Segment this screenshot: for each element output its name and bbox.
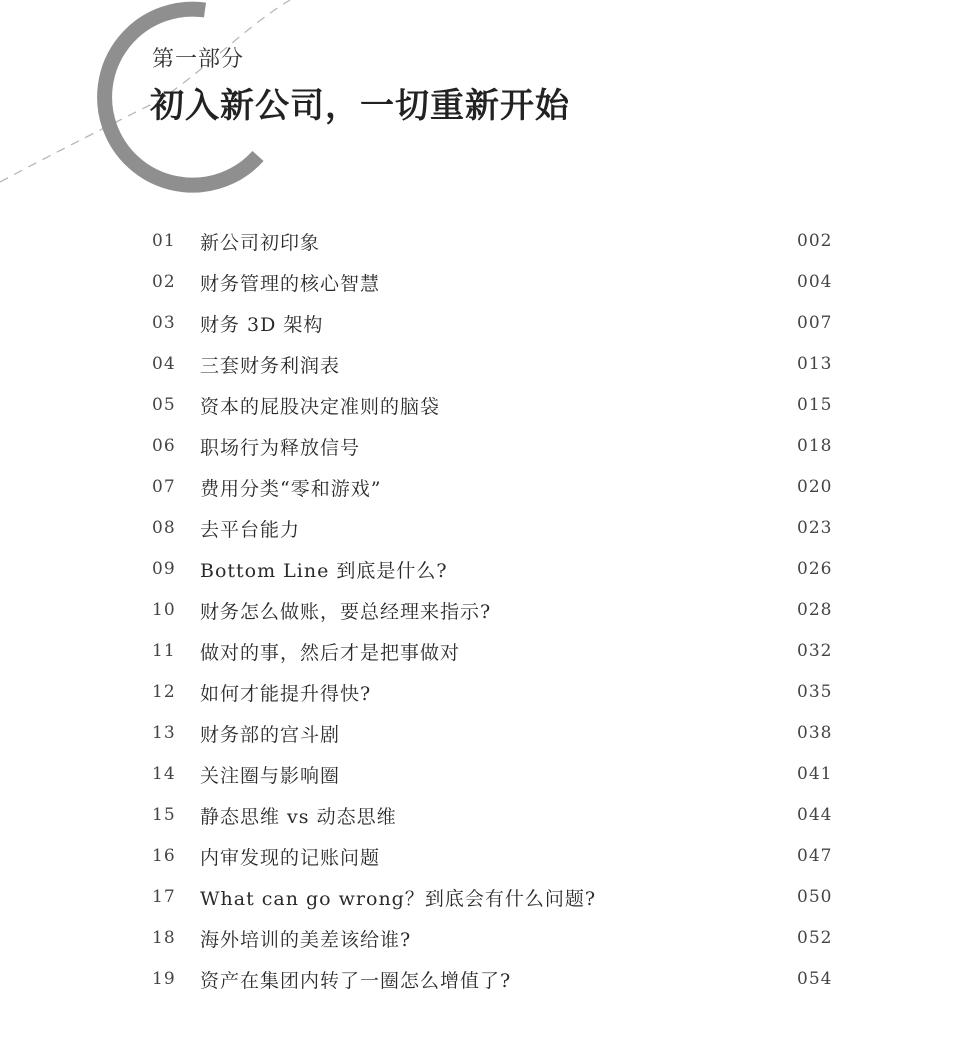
toc-entry-number: 01 xyxy=(152,231,176,251)
toc-entry-number: 15 xyxy=(152,805,176,825)
toc-entry-title: Bottom Line 到底是什么? xyxy=(200,560,448,582)
toc-entry-page: 026 xyxy=(797,559,833,579)
toc-entry[interactable] xyxy=(0,427,957,468)
toc-entry-page: 004 xyxy=(797,272,833,292)
toc-entry[interactable] xyxy=(0,304,957,345)
toc-entry-page: 007 xyxy=(797,313,833,333)
toc-entry-number: 19 xyxy=(152,969,176,989)
toc-entry-page: 052 xyxy=(797,928,833,948)
toc-entry-page: 018 xyxy=(797,436,833,456)
toc-entry-title: 三套财务利润表 xyxy=(200,355,341,377)
toc-entry[interactable] xyxy=(0,960,957,1001)
toc-entry-page: 047 xyxy=(797,846,833,866)
toc-entry-number: 10 xyxy=(152,600,176,620)
toc-entry-title: 资产在集团内转了一圈怎么增值了? xyxy=(200,970,512,992)
toc-entry-page: 041 xyxy=(797,764,833,784)
toc-entry-number: 16 xyxy=(152,846,176,866)
toc-entry-page: 015 xyxy=(797,395,833,415)
toc-entry[interactable] xyxy=(0,878,957,919)
toc-entry[interactable] xyxy=(0,591,957,632)
toc-entry[interactable] xyxy=(0,796,957,837)
toc-entry[interactable] xyxy=(0,386,957,427)
part-label: 第一部分 xyxy=(152,47,245,72)
toc-entry-page: 002 xyxy=(797,231,833,251)
toc-entry-number: 08 xyxy=(152,518,176,538)
toc-entry-title: 财务部的宫斗剧 xyxy=(200,724,341,746)
toc-entry-title: 财务怎么做账，要总经理来指示? xyxy=(200,601,492,623)
toc-entry[interactable] xyxy=(0,755,957,796)
toc-entry-number: 12 xyxy=(152,682,176,702)
toc-entry[interactable] xyxy=(0,550,957,591)
toc-entry[interactable] xyxy=(0,468,957,509)
table-of-contents xyxy=(0,222,957,1001)
toc-entry-page: 054 xyxy=(797,969,833,989)
toc-entry-page: 020 xyxy=(797,477,833,497)
toc-entry-title: 资本的屁股决定准则的脑袋 xyxy=(200,396,441,418)
toc-entry[interactable] xyxy=(0,673,957,714)
toc-entry-title: 关注圈与影响圈 xyxy=(200,765,341,787)
toc-entry-page: 028 xyxy=(797,600,833,620)
toc-entry-number: 18 xyxy=(152,928,176,948)
toc-entry-title: 财务管理的核心智慧 xyxy=(200,273,381,295)
toc-entry[interactable] xyxy=(0,837,957,878)
toc-entry-number: 09 xyxy=(152,559,176,579)
toc-entry[interactable] xyxy=(0,919,957,960)
toc-entry-number: 07 xyxy=(152,477,176,497)
toc-entry-page: 032 xyxy=(797,641,833,661)
toc-entry[interactable] xyxy=(0,222,957,263)
toc-entry-title: 去平台能力 xyxy=(200,519,301,541)
toc-entry-page: 013 xyxy=(797,354,833,374)
toc-entry-page: 023 xyxy=(797,518,833,538)
toc-entry-title: 新公司初印象 xyxy=(200,232,321,254)
toc-entry-number: 06 xyxy=(152,436,176,456)
toc-entry-title: What can go wrong？到底会有什么问题? xyxy=(200,888,597,910)
toc-entry-number: 13 xyxy=(152,723,176,743)
toc-entry-title: 做对的事，然后才是把事做对 xyxy=(200,642,461,664)
toc-entry-page: 050 xyxy=(797,887,833,907)
toc-entry-number: 05 xyxy=(152,395,176,415)
toc-entry[interactable] xyxy=(0,509,957,550)
toc-entry-number: 14 xyxy=(152,764,176,784)
toc-entry-title: 海外培训的美差该给谁? xyxy=(200,929,412,951)
toc-entry-number: 03 xyxy=(152,313,176,333)
toc-entry-title: 如何才能提升得快? xyxy=(200,683,372,705)
toc-entry-page: 044 xyxy=(797,805,833,825)
toc-entry-title: 财务 3D 架构 xyxy=(200,314,324,336)
part-title: 初入新公司，一切重新开始 xyxy=(150,86,570,126)
toc-entry-title: 职场行为释放信号 xyxy=(200,437,361,459)
toc-entry[interactable] xyxy=(0,714,957,755)
toc-entry-number: 04 xyxy=(152,354,176,374)
toc-entry[interactable] xyxy=(0,263,957,304)
toc-entry-number: 02 xyxy=(152,272,176,292)
toc-entry-title: 静态思维 vs 动态思维 xyxy=(200,806,397,828)
toc-entry[interactable] xyxy=(0,632,957,673)
toc-entry-page: 035 xyxy=(797,682,833,702)
toc-entry[interactable] xyxy=(0,345,957,386)
toc-entry-page: 038 xyxy=(797,723,833,743)
toc-entry-number: 17 xyxy=(152,887,176,907)
toc-entry-title: 费用分类“零和游戏” xyxy=(200,478,382,500)
toc-entry-title: 内审发现的记账问题 xyxy=(200,847,381,869)
toc-entry-number: 11 xyxy=(152,641,176,661)
